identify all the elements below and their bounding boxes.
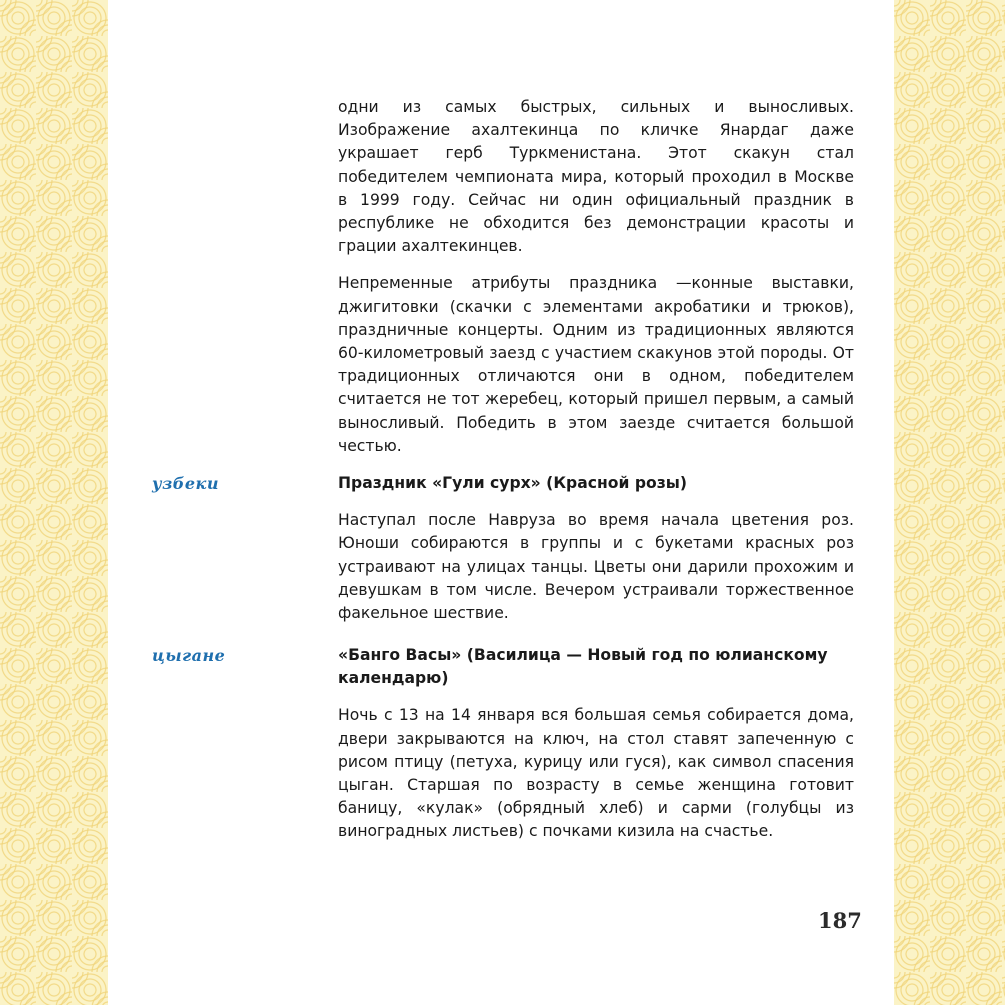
decorative-border-left [0, 0, 108, 1005]
intro-paragraph-1: одни из самых быстрых, сильных и выносливых. Изображение ахалтекинца по кличке Янардаг даже украшает герб Туркменистана. Этот скакун стал победителем чемпионата мира, который проходил в Москве в 1999 году. Сейчас ни один официальный праздник в республике не обходится без демонстрации красоты и грации ахалтекинцев. [338, 98, 854, 256]
intro-paragraph-2: Непременные атрибуты праздника —конные выставки, джигитовки (скачки с элементами акробатики и трюков), праздничные концерты. Одним из традиционных являются 60-километровый заезд с участием скакунов этой породы. От традиционных отличаются они в одном, победителем считается не тот жеребец, который пришел первым, а самый выносливый. Победить в этом заезде считается большой честью. [338, 274, 854, 455]
section-title-uzbeks: Праздник «Гули сурх» (Красной розы) [338, 474, 687, 492]
decorative-border-right [894, 0, 1005, 1005]
section-text-uzbeks: Наступал после Навруза во время начала цветения роз. Юноши собираются в группы и с букетами красных роз устраивают на улицах танцы. Цветы они дарили прохожим и девушкам в том числе. Вечером устраивали торжественное факельное шествие. [338, 511, 854, 623]
section-label-uzbeks: узбеки [152, 474, 219, 493]
section-body-gypsies [338, 644, 854, 844]
section-body-uzbeks [338, 472, 854, 625]
page-number: 187 [818, 908, 862, 933]
section-title-gypsies: «Банго Васы» (Василица — Новый год по юлианскому календарю) [338, 646, 828, 688]
section-label-gypsies: цыгане [152, 646, 226, 665]
section-text-gypsies: Ночь с 13 на 14 января вся большая семья собирается дома, двери закрываются на ключ, на стол ставят запеченную с рисом птицу (петуха, курицу или гуся), как символ спасения цыган. Старшая по возрасту в семье женщина готовит баницу, «кулак» (обрядный хлеб) и сарми (голубцы из виноградных листьев) с почками кизила на счастье. [338, 706, 854, 841]
intro-text [338, 96, 854, 458]
